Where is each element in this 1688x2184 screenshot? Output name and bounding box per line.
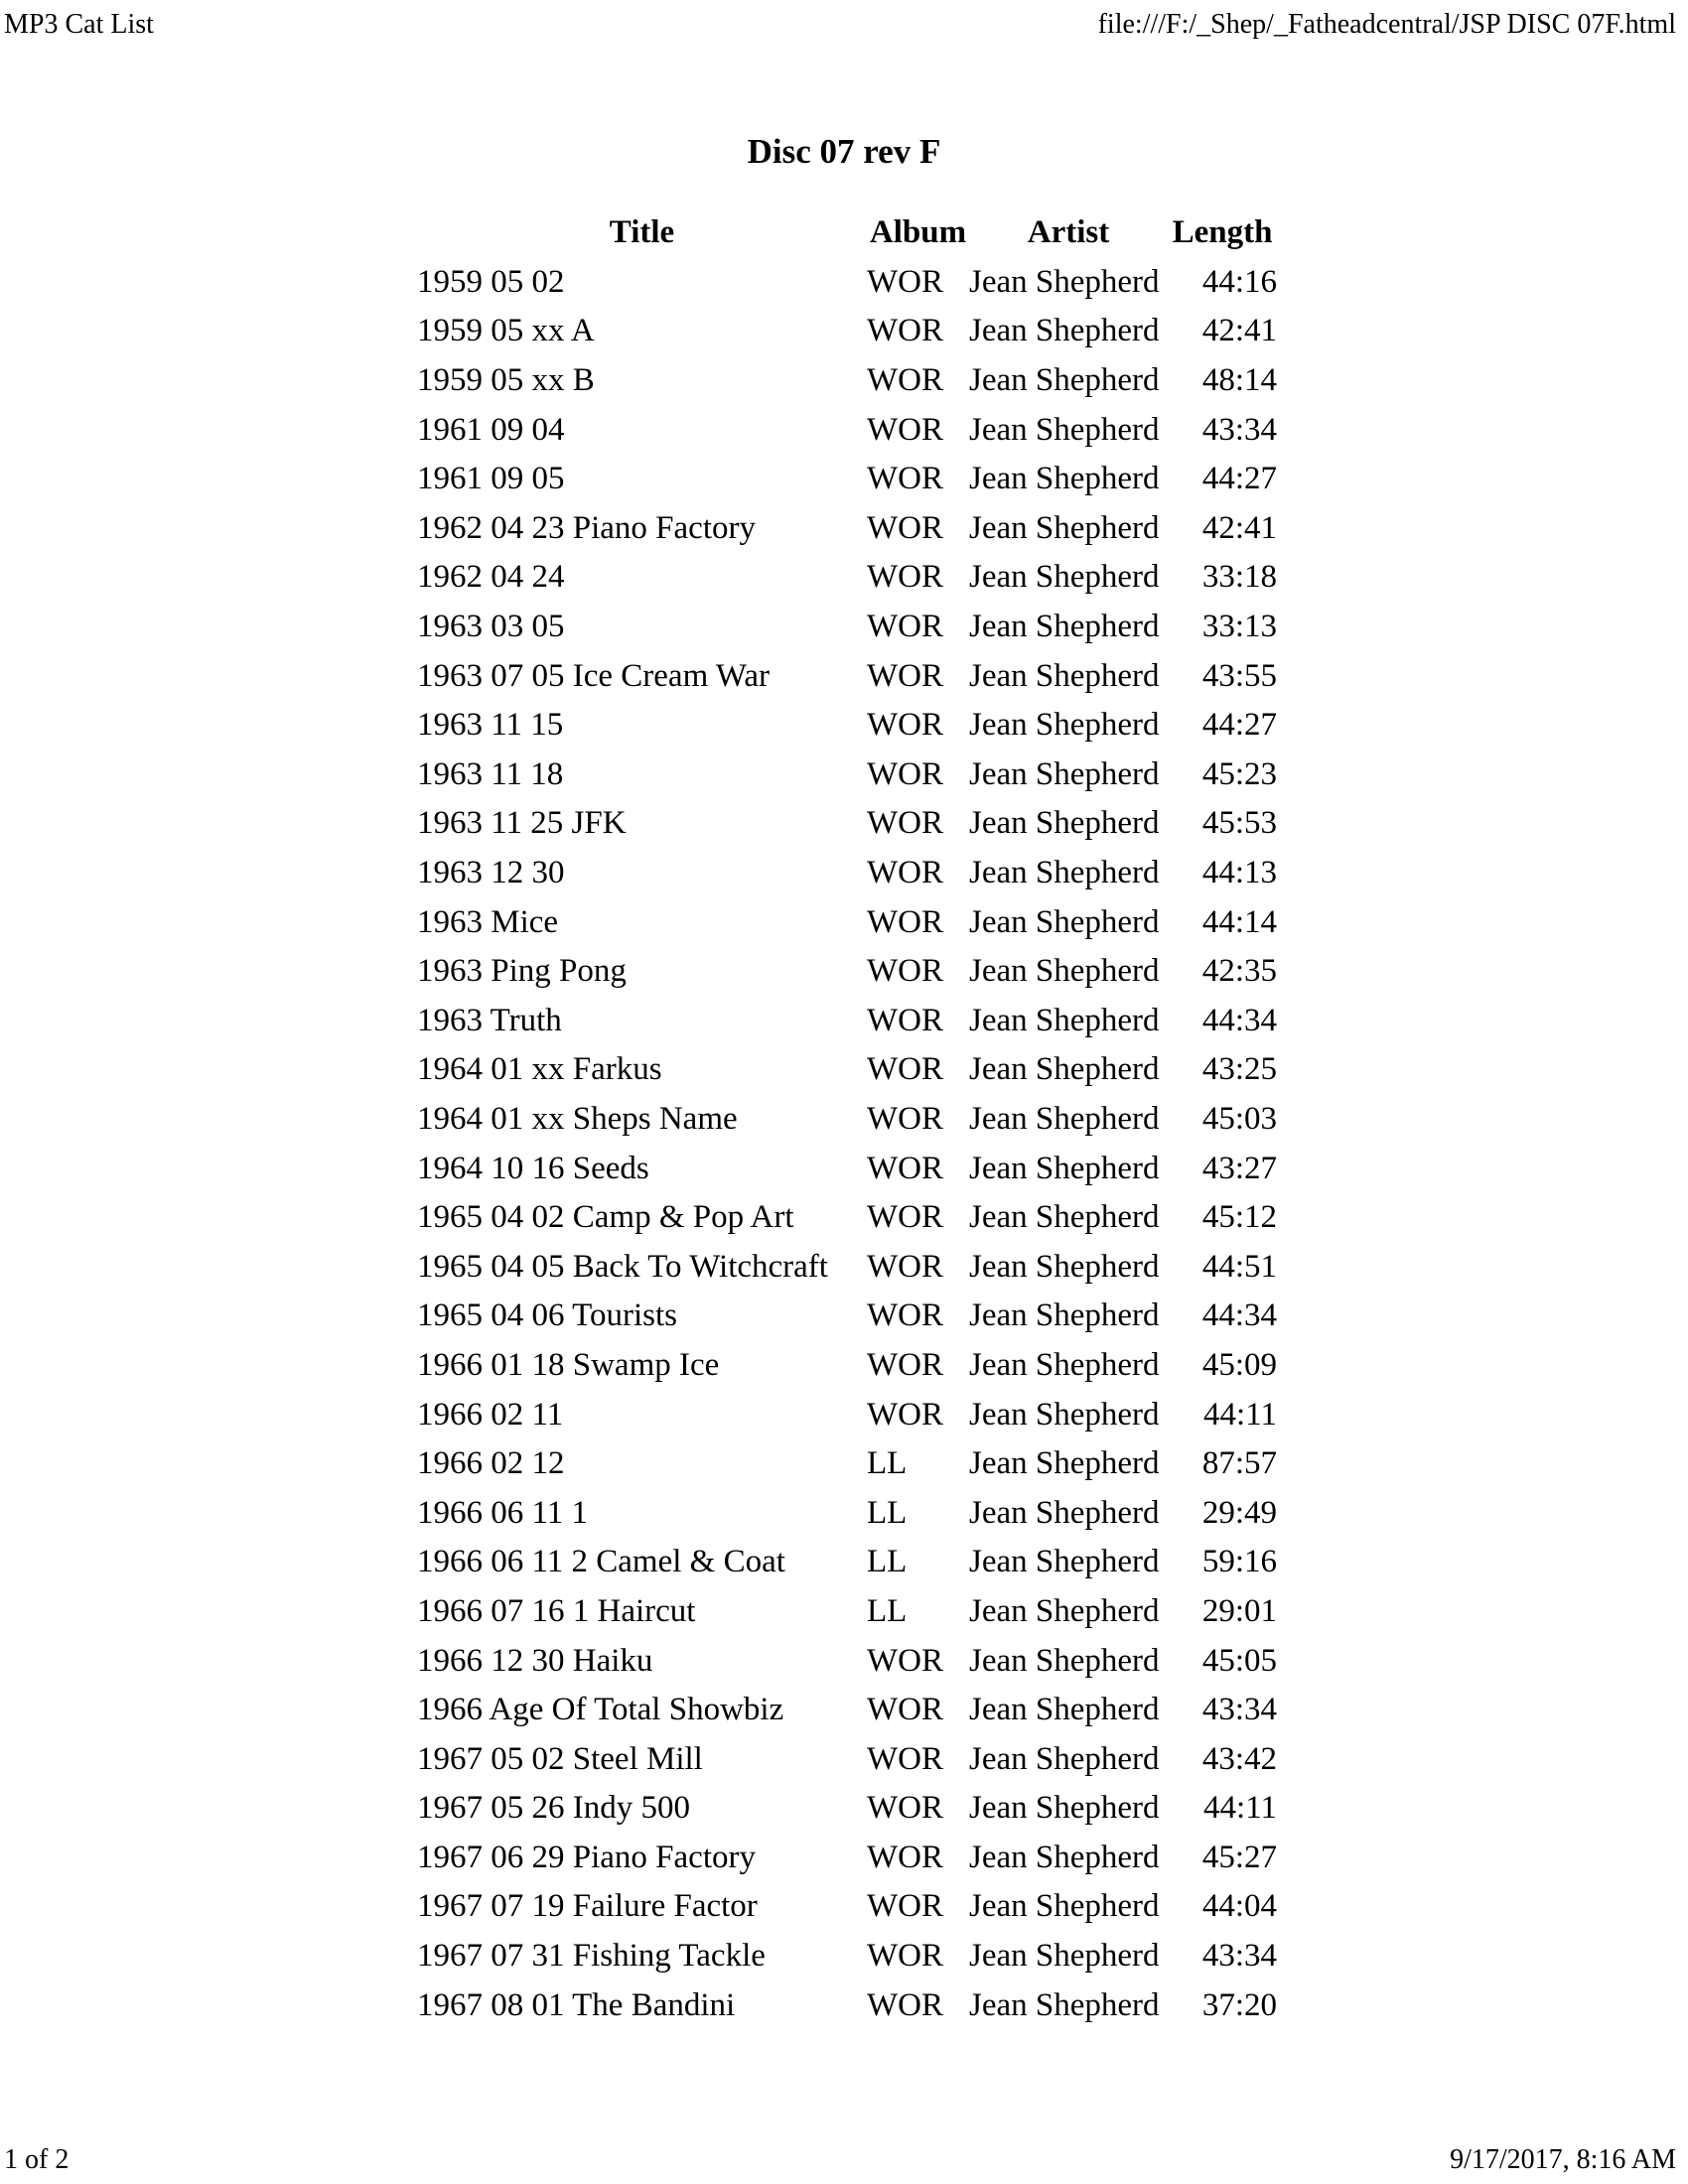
table-row [417,1095,1277,1145]
cell-artist: Jean Shepherd [969,1839,1160,1875]
cell-length: 59:16 [1201,1544,1277,1580]
cell-length: 44:04 [1201,1888,1277,1925]
cell-title: 1959 05 xx A [417,313,595,349]
cell-album: WOR [867,805,943,842]
cell-title: 1965 04 02 Camp & Pop Art [417,1199,794,1236]
cell-title: 1962 04 23 Piano Factory [417,509,756,546]
cell-album: WOR [867,755,943,792]
print-header [4,10,1676,41]
table-row [417,455,1277,504]
cell-album: WOR [867,1986,943,2023]
cell-album: WOR [867,509,943,546]
cell-artist: Jean Shepherd [969,1346,1160,1383]
table-row [417,1045,1277,1095]
cell-artist: Jean Shepherd [969,707,1160,744]
cell-title: 1962 04 24 [417,559,565,596]
table-header-row [417,208,1277,258]
cell-length: 43:25 [1201,1051,1277,1088]
cell-title: 1967 05 26 Indy 500 [417,1790,690,1827]
cell-length: 44:51 [1201,1248,1277,1285]
cell-artist: Jean Shepherd [969,362,1160,399]
cell-length: 44:11 [1203,1790,1277,1827]
cell-title: 1966 06 11 1 [417,1494,589,1531]
cell-length: 44:27 [1201,707,1277,744]
table-row [417,307,1277,356]
cell-album: WOR [867,1100,943,1137]
cell-artist: Jean Shepherd [969,855,1160,891]
cell-album: WOR [867,1199,943,1236]
column-header-length: Length [1172,214,1273,251]
cell-artist: Jean Shepherd [969,1692,1160,1728]
table-row [417,1784,1277,1834]
cell-length: 43:34 [1201,1938,1277,1975]
cell-artist: Jean Shepherd [969,1445,1160,1482]
cell-album: WOR [867,1002,943,1038]
cell-title: 1966 02 12 [417,1445,565,1482]
print-header-title: MP3 Cat List [4,9,154,40]
cell-artist: Jean Shepherd [969,1740,1160,1777]
table-row [417,1538,1277,1587]
cell-artist: Jean Shepherd [969,1002,1160,1038]
cell-title: 1963 Ping Pong [417,953,627,990]
footer-page-number: 1 of 2 [4,2144,70,2176]
cell-length: 45:53 [1201,805,1277,842]
cell-length: 42:41 [1201,509,1277,546]
cell-artist: Jean Shepherd [969,953,1160,990]
cell-length: 45:03 [1201,1100,1277,1137]
cell-title: 1967 08 01 The Bandini [417,1986,736,2023]
cell-artist: Jean Shepherd [969,1051,1160,1088]
cell-title: 1967 07 19 Failure Factor [417,1888,758,1925]
cell-artist: Jean Shepherd [969,1494,1160,1531]
cell-title: 1966 06 11 2 Camel & Coat [417,1544,785,1580]
cell-title: 1965 04 05 Back To Witchcraft [417,1248,828,1285]
table-row [417,1144,1277,1193]
cell-artist: Jean Shepherd [969,805,1160,842]
cell-album: WOR [867,411,943,448]
cell-title: 1963 07 05 Ice Cream War [417,657,771,694]
cell-album: WOR [867,707,943,744]
cell-title: 1963 Truth [417,1002,562,1038]
table-row [417,997,1277,1046]
cell-title: 1963 11 18 [417,755,564,792]
cell-artist: Jean Shepherd [969,1642,1160,1679]
cell-album: WOR [867,1346,943,1383]
table-row [417,1242,1277,1292]
cell-album: WOR [867,1642,943,1679]
cell-title: 1964 10 16 Seeds [417,1150,649,1186]
cell-artist: Jean Shepherd [969,903,1160,940]
cell-title: 1966 01 18 Swamp Ice [417,1346,720,1383]
cell-title: 1963 12 30 [417,855,565,891]
cell-album: WOR [867,1150,943,1186]
table-row [417,1686,1277,1735]
cell-artist: Jean Shepherd [969,1790,1160,1827]
cell-title: 1959 05 xx B [417,362,595,399]
cell-artist: Jean Shepherd [969,411,1160,448]
cell-artist: Jean Shepherd [969,609,1160,645]
cell-artist: Jean Shepherd [969,1592,1160,1629]
table-row [417,603,1277,652]
cell-length: 45:05 [1201,1642,1277,1679]
cell-title: 1963 11 25 JFK [417,805,627,842]
cell-length: 45:27 [1201,1839,1277,1875]
cell-artist: Jean Shepherd [969,509,1160,546]
cell-title: 1965 04 06 Tourists [417,1297,678,1334]
cell-album: WOR [867,559,943,596]
cell-album: WOR [867,903,943,940]
cell-title: 1964 01 xx Sheps Name [417,1100,738,1137]
cell-album: LL [867,1494,908,1531]
cell-artist: Jean Shepherd [969,755,1160,792]
cell-artist: Jean Shepherd [969,1888,1160,1925]
cell-album: WOR [867,1248,943,1285]
cell-length: 44:11 [1203,1396,1277,1433]
cell-title: 1966 Age Of Total Showbiz [417,1692,784,1728]
cell-artist: Jean Shepherd [969,461,1160,497]
table-row [417,751,1277,800]
cell-artist: Jean Shepherd [969,1544,1160,1580]
table-row [417,1439,1277,1489]
column-header-title: Title [609,214,675,251]
cell-length: 43:27 [1201,1150,1277,1186]
table-row [417,799,1277,849]
cell-album: LL [867,1445,908,1482]
cell-length: 29:49 [1201,1494,1277,1531]
cell-artist: Jean Shepherd [969,1100,1160,1137]
cell-length: 42:35 [1201,953,1277,990]
table-row [417,1882,1277,1932]
track-table [417,208,1277,2030]
cell-album: WOR [867,953,943,990]
table-row [417,258,1277,308]
cell-artist: Jean Shepherd [969,1150,1160,1186]
table-row [417,1587,1277,1637]
cell-length: 44:34 [1201,1297,1277,1334]
column-header-album: Album [869,214,967,251]
cell-album: WOR [867,263,943,300]
cell-title: 1967 06 29 Piano Factory [417,1839,756,1875]
table-row [417,504,1277,554]
cell-album: WOR [867,1396,943,1433]
cell-album: WOR [867,1740,943,1777]
footer-timestamp: 9/17/2017, 8:16 AM [1450,2144,1676,2176]
cell-artist: Jean Shepherd [969,1986,1160,2023]
table-row [417,1734,1277,1784]
cell-album: WOR [867,1839,943,1875]
cell-album: WOR [867,609,943,645]
cell-length: 45:09 [1201,1346,1277,1383]
cell-length: 44:16 [1201,263,1277,300]
print-header-url: file:///F:/_Shep/_Fatheadcentral/JSP DISC 07F.html [1097,9,1676,40]
cell-length: 44:13 [1201,855,1277,891]
cell-album: WOR [867,1790,943,1827]
cell-artist: Jean Shepherd [969,263,1160,300]
table-row [417,651,1277,701]
cell-length: 45:23 [1201,755,1277,792]
cell-album: WOR [867,313,943,349]
cell-length: 44:34 [1201,1002,1277,1038]
cell-title: 1966 02 11 [417,1396,564,1433]
cell-title: 1967 05 02 Steel Mill [417,1740,703,1777]
cell-length: 45:12 [1201,1199,1277,1236]
cell-artist: Jean Shepherd [969,1248,1160,1285]
cell-length: 48:14 [1201,362,1277,399]
cell-length: 43:42 [1201,1740,1277,1777]
cell-album: LL [867,1544,908,1580]
cell-album: WOR [867,461,943,497]
cell-album: WOR [867,362,943,399]
cell-title: 1964 01 xx Farkus [417,1051,662,1088]
table-row [417,1980,1277,2030]
cell-length: 87:57 [1201,1445,1277,1482]
table-row [417,897,1277,947]
cell-artist: Jean Shepherd [969,1938,1160,1975]
cell-length: 44:27 [1201,461,1277,497]
cell-album: WOR [867,1938,943,1975]
cell-title: 1963 11 15 [417,707,564,744]
cell-title: 1966 07 16 1 Haircut [417,1592,696,1629]
print-footer [4,2145,1676,2176]
table-row [417,1488,1277,1538]
cell-title: 1959 05 02 [417,263,565,300]
cell-title: 1967 07 31 Fishing Tackle [417,1938,766,1975]
cell-album: WOR [867,1051,943,1088]
table-row [417,553,1277,603]
table-row [417,1193,1277,1243]
cell-artist: Jean Shepherd [969,559,1160,596]
cell-length: 42:41 [1201,313,1277,349]
cell-album: WOR [867,1888,943,1925]
cell-title: 1961 09 05 [417,461,565,497]
cell-length: 43:34 [1201,411,1277,448]
table-row [417,1390,1277,1439]
cell-length: 33:13 [1201,609,1277,645]
page-title: Disc 07 rev F [747,132,941,171]
table-row [417,1341,1277,1391]
cell-length: 33:18 [1201,559,1277,596]
track-rows [417,258,1277,2030]
table-row [417,701,1277,751]
cell-title: 1963 03 05 [417,609,565,645]
cell-artist: Jean Shepherd [969,1199,1160,1236]
cell-length: 43:55 [1201,657,1277,694]
cell-title: 1966 12 30 Haiku [417,1642,653,1679]
cell-artist: Jean Shepherd [969,1396,1160,1433]
table-row [417,1932,1277,1981]
table-row [417,356,1277,406]
column-header-artist: Artist [1027,214,1110,251]
cell-length: 44:14 [1201,903,1277,940]
cell-length: 43:34 [1201,1692,1277,1728]
cell-album: WOR [867,1692,943,1728]
cell-album: WOR [867,855,943,891]
cell-artist: Jean Shepherd [969,657,1160,694]
table-row [417,947,1277,997]
table-row [417,1292,1277,1341]
cell-length: 29:01 [1201,1592,1277,1629]
table-row [417,849,1277,898]
cell-album: WOR [867,657,943,694]
cell-artist: Jean Shepherd [969,1297,1160,1334]
cell-title: 1963 Mice [417,903,559,940]
cell-title: 1961 09 04 [417,411,565,448]
table-row [417,1834,1277,1883]
cell-album: WOR [867,1297,943,1334]
cell-artist: Jean Shepherd [969,313,1160,349]
table-row [417,1636,1277,1686]
table-row [417,405,1277,455]
cell-album: LL [867,1592,908,1629]
cell-length: 37:20 [1201,1986,1277,2023]
